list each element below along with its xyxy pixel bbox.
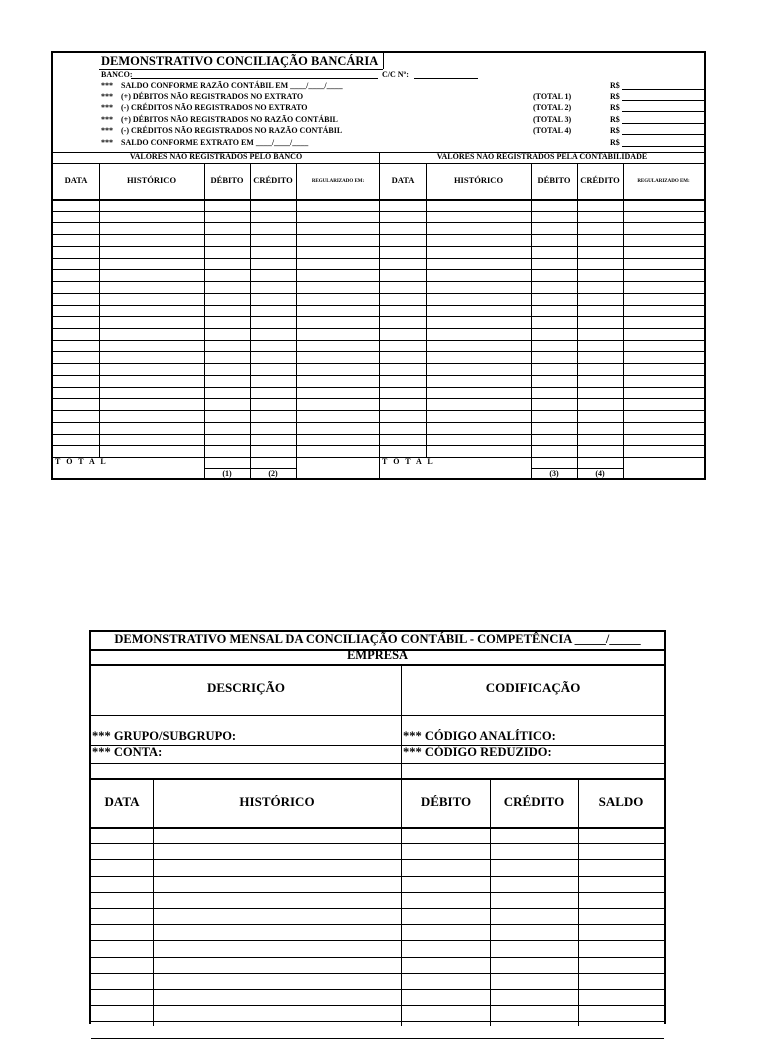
total-ref-label: (TOTAL 1) [533,92,572,101]
col-credito-left: CRÉDITO [253,175,293,185]
form2-title: DEMONSTRATIVO MENSAL DA CONCILIAÇÃO CONTÁBIL - COMPETÊNCIA _____/_____ [114,632,641,646]
table-row-line [91,843,664,844]
section-accounting-label: VALORES NÃO REGISTRADOS PELA CONTABILIDADE [436,152,648,161]
table-row-line [53,328,704,329]
conta-label: *** CONTA: [92,745,163,759]
descricao-heading: DESCRIÇÃO [206,680,285,695]
table-row-line [53,434,704,435]
amount-field[interactable] [622,111,704,112]
table-row-line [91,957,664,958]
stars-marker: *** [101,103,113,112]
table-row-line [91,973,664,974]
currency-label: R$ [610,126,620,135]
table-row-line [53,234,704,235]
currency-label: R$ [610,138,620,147]
table-row-line [53,211,704,212]
col-data-right: DATA [391,175,415,185]
reconciliation-line-text: (+) DÉBITOS NÃO REGISTRADOS NO EXTRATO [121,92,304,101]
table-row-line [91,859,664,860]
table-row-line [53,340,704,341]
total-marker-4: (4) [595,469,605,478]
table-row-line [91,876,664,877]
currency-label: R$ [610,103,620,112]
table-row-line [91,892,664,893]
table-row-line [91,1005,664,1006]
total-marker-1: (1) [222,469,232,478]
amount-field[interactable] [622,123,704,124]
reconciliation-line-text: (-) CRÉDITOS NÃO REGISTRADOS NO EXTRATO [121,103,308,112]
table-row-line [53,363,704,364]
table-row-line [91,908,664,909]
grid-column-line [99,163,100,457]
empresa-label: EMPRESA [346,648,409,662]
divider [91,745,664,746]
bank-reconciliation-form [51,51,706,480]
table-row-line [53,281,704,282]
cc-field[interactable] [414,78,478,79]
reconciliation-line-text: (-) CRÉDITOS NÃO REGISTRADOS NO RAZÃO CONTÁBIL [121,126,343,135]
divider [91,664,664,666]
table-row-line [53,258,704,259]
col-historico: HISTÓRICO [239,794,315,809]
amount-field[interactable] [622,146,704,147]
table-row-line [53,351,704,352]
col-data: DATA [104,794,140,809]
reconciliation-line-text: SALDO CONFORME RAZÃO CONTÁBIL EM ____/____/____ [121,81,343,90]
grupo-subgrupo-label: *** GRUPO/SUBGRUPO: [92,729,237,743]
table-row-line [53,305,704,306]
grid-column-line [426,163,427,457]
amount-field[interactable] [622,134,704,135]
col-credito: CRÉDITO [503,794,565,809]
table-row-line [91,924,664,925]
banco-field[interactable] [131,78,378,79]
col-debito-left: DÉBITO [210,175,244,185]
table-row-line [53,222,704,223]
codificacao-heading: CODIFICAÇÃO [485,680,581,695]
table-row-line [53,375,704,376]
total-marker-3: (3) [549,469,559,478]
stars-marker: *** [101,126,113,135]
table-row-line [53,410,704,411]
total-ref-label: (TOTAL 3) [533,115,572,124]
table-row-line [91,940,664,941]
codigo-analitico-label: *** CÓDIGO ANALÍTICO: [403,729,556,743]
total-ref-label: (TOTAL 2) [533,103,572,112]
table-row-line [91,989,664,990]
col-debito: DÉBITO [420,794,472,809]
col-credito-right: CRÉDITO [580,175,620,185]
col-data-left: DATA [64,175,88,185]
cc-label: C/C Nº: [382,70,409,79]
total-marker-2: (2) [268,469,278,478]
currency-label: R$ [610,92,620,101]
monthly-reconciliation-form [89,630,666,1024]
divider [91,763,664,764]
divider [91,715,664,716]
form1-title: DEMONSTRATIVO CONCILIAÇÃO BANCÁRIA [101,54,379,68]
banco-label: BANCO: [101,70,133,79]
col-regularizado-right: REGULARIZADO EM: [637,179,690,184]
amount-field[interactable] [622,89,704,90]
amount-field[interactable] [622,100,704,101]
table-row-line [53,269,704,270]
table-row-line [53,445,704,446]
stars-marker: *** [101,115,113,124]
col-historico-right: HISTÓRICO [453,175,504,185]
total-label-left: T O T A L [55,457,108,466]
codigo-reduzido-label: *** CÓDIGO REDUZIDO: [403,745,552,759]
section-bank-label: VALORES NÃO REGISTRADOS PELO BANCO [129,152,303,161]
col-debito-right: DÉBITO [537,175,571,185]
stars-marker: *** [101,92,113,101]
title-underline [99,69,383,70]
total-label-right: T O T A L [382,457,435,466]
currency-label: R$ [610,115,620,124]
total-ref-label: (TOTAL 4) [533,126,572,135]
stars-marker: *** [101,81,113,90]
col-regularizado-left: REGULARIZADO EM: [311,179,365,184]
currency-label: R$ [610,81,620,90]
table-row-line [53,457,704,458]
reconciliation-line-text: (+) DÉBITOS NÃO REGISTRADOS NO RAZÃO CONTÁBIL [121,115,338,124]
table-row-line [53,387,704,388]
table-row-line [53,422,704,423]
stars-marker: *** [101,138,113,147]
table-row-line [53,293,704,294]
col-saldo: SALDO [598,794,644,809]
table-row-line [53,246,704,247]
title-divider [383,53,384,69]
table-row-line [53,316,704,317]
table-row-line [91,1021,664,1022]
col-historico-left: HISTÓRICO [126,175,177,185]
table-row-line [53,398,704,399]
reconciliation-line-text: SALDO CONFORME EXTRATO EM ____/____/____ [121,138,309,147]
